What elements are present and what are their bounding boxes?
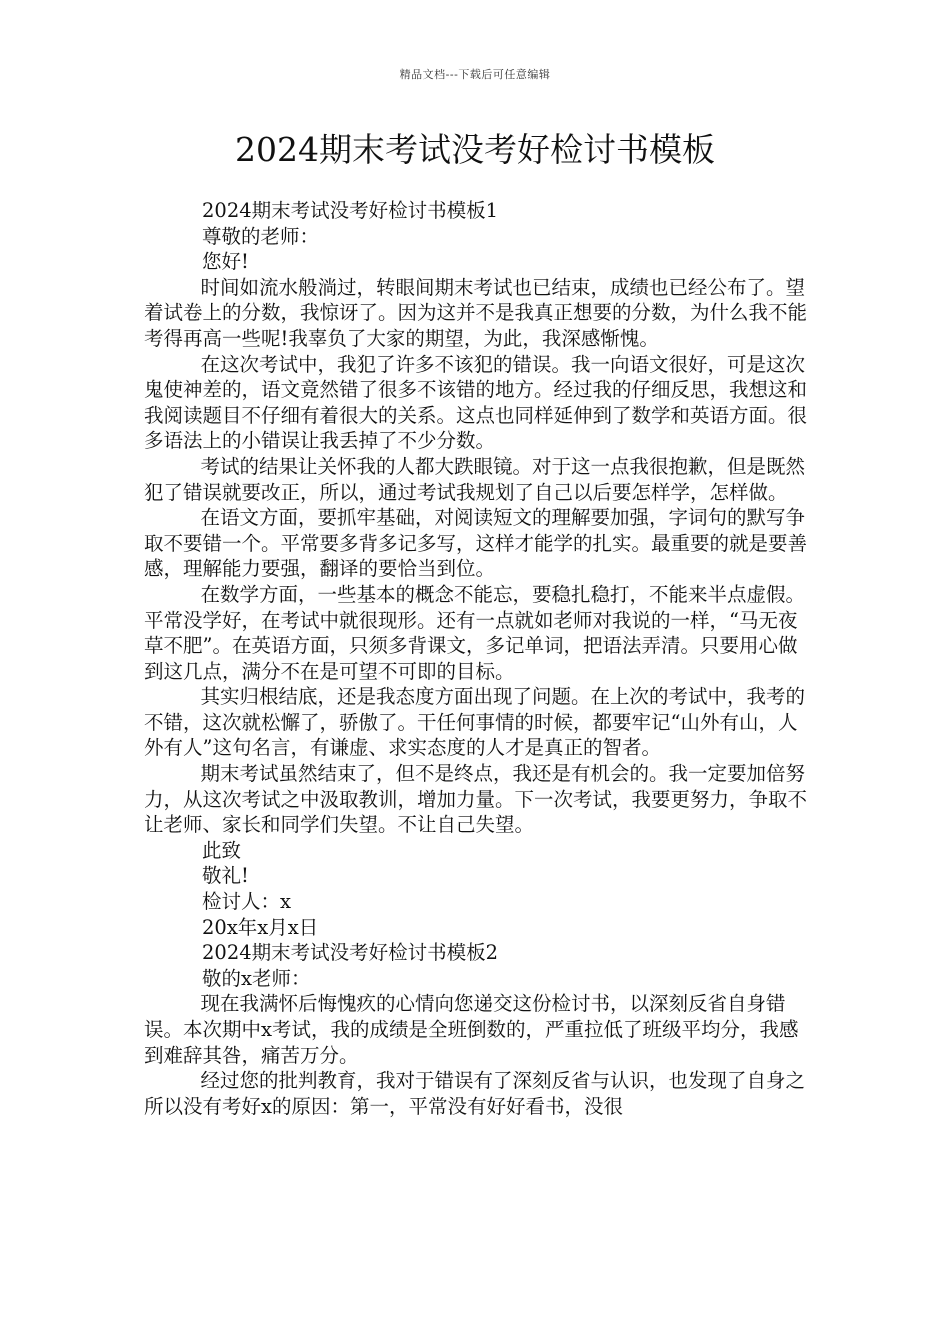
paragraph: 您好! [202, 250, 249, 274]
paragraph: 2024期末考试没考好检讨书模板2 [202, 941, 499, 965]
paragraph: 敬的x老师： [202, 966, 311, 990]
paragraph: 期末考试虽然结束了，但不是终点，我还是有机会的。我一定要加倍努力，从这次考试之中汲取教训，增加力量。下一次考试，我要更努力，争取不让老师、家长和同学们失望。不让自己失望。 [144, 762, 808, 837]
paragraph: 尊敬的老师： [202, 224, 320, 248]
paragraph: 2024期末考试没考好检讨书模板1 [202, 199, 499, 222]
paragraph: 经过您的批判教育，我对于错误有了深刻反省与认识，也发现了自身之所以没有考好x的原因：第一，平常没有好好看书，没很 [144, 1069, 806, 1118]
paragraph: 在这次考试中，我犯了许多不该犯的错误。我一向语文很好，可是这次鬼使神差的，语文竟然错了很多不该错的地方。经过我的仔细反思，我想这和我阅读题目不仔细有着很大的关系。这点也同样延伸到了数学和英语方面。很多语法上的小错误让我丢掉了不少分数。 [144, 352, 808, 453]
paragraph: 现在我满怀后悔愧疚的心情向您递交这份检讨书，以深刻反省自身错误。本次期中x考试，我的成绩是全班倒数的，严重拉低了班级平均分，我感到难辞其咎，痛苦万分。 [144, 992, 799, 1067]
paragraph: 在语文方面，要抓牢基础，对阅读短文的理解要加强，字词句的默写争取不要错一个。平常要多背多记多写，这样才能学的扎实。最重要的就是要善感，理解能力要强，翻译的要恰当到位。 [144, 506, 808, 581]
paragraph: 考试的结果让关怀我的人都大跌眼镜。对于这一点我很抱歉，但是既然犯了错误就要改正，所以，通过考试我规划了自己以后要怎样学，怎样做。 [144, 454, 806, 504]
paragraph: 20x年x月x日 [202, 915, 319, 939]
document-body [144, 198, 809, 1119]
document-title: 2024期末考试没考好检讨书模板 [235, 130, 715, 169]
paragraph: 此致 [202, 838, 242, 862]
paragraph: 时间如流水般淌过，转眼间期末考试也已结束，成绩也已经公布了。望着试卷上的分数，我惊讶了。因为这并不是我真正想要的分数，为什么我不能考得再高一些呢!我辜负了大家的期望，为此，我深感惭愧。 [144, 275, 808, 350]
paragraph: 在数学方面，一些基本的概念不能忘，要稳扎稳打，不能来半点虚假。平常没学好，在考试中就很现形。还有一点就如老师对我说的一样，“马无夜草不肥”。在英语方面，只须多背课文，多记单词，把语法弄清。只要用心做到这几点，满分不在是可望不可即的目标。 [144, 582, 806, 683]
header-note: 精品文档---下载后可任意编辑 [399, 68, 551, 81]
paragraph: 检讨人：x [202, 890, 291, 914]
paragraph: 敬礼! [202, 864, 249, 888]
paragraph: 其实归根结底，还是我态度方面出现了问题。在上次的考试中，我考的不错，这次就松懈了，骄傲了。干任何事情的时候，都要牢记“山外有山，人外有人”这句名言，有谦虚、求实态度的人才是真正的智者。 [144, 685, 806, 760]
